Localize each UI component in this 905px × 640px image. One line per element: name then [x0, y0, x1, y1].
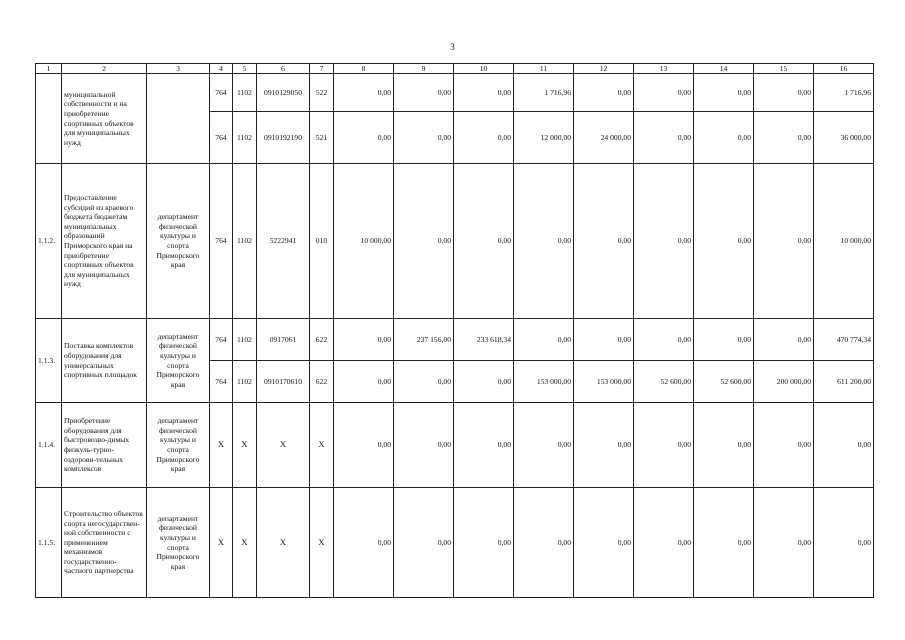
amount-cell-16: 611 200,00 — [814, 361, 874, 403]
amount-cell-10: 0,00 — [454, 112, 514, 164]
amount-cell-15: 0,00 — [754, 164, 814, 319]
code-cell-4: X — [210, 403, 233, 488]
header-cell: 12 — [574, 64, 634, 74]
header-cell: 3 — [147, 64, 210, 74]
amount-cell-15: 0,00 — [754, 319, 814, 361]
amount-cell-16: 36 000,00 — [814, 112, 874, 164]
amount-cell-14: 0,00 — [694, 164, 754, 319]
amount-cell-11: 0,00 — [514, 403, 574, 488]
table-row — [36, 488, 874, 598]
header-cell: 7 — [310, 64, 334, 74]
header-cell: 11 — [514, 64, 574, 74]
amount-cell-10: 233 618,34 — [454, 319, 514, 361]
amount-cell-10: 0,00 — [454, 74, 514, 112]
item-name: Предоставление субсидий из краевого бюджета бюджетам муниципальных образований Приморского края на приобретение спортивных объектов для муниципальных нужд — [62, 164, 147, 319]
code-cell-6: 5222941 — [257, 164, 310, 319]
amount-cell-9: 0,00 — [394, 488, 454, 598]
item-number: 1.1.2. — [36, 164, 62, 319]
amount-cell-14: 0,00 — [694, 74, 754, 112]
header-cell: 14 — [694, 64, 754, 74]
amount-cell-14: 0,00 — [694, 403, 754, 488]
code-cell-5: X — [233, 403, 257, 488]
amount-cell-10: 0,00 — [454, 403, 514, 488]
header-cell: 15 — [754, 64, 814, 74]
code-cell-7: 622 — [310, 319, 334, 361]
code-cell-6: 0910129050 — [257, 74, 310, 112]
code-cell-4: 764 — [210, 112, 233, 164]
table-row — [36, 164, 874, 319]
item-number: 1.1.3. — [36, 319, 62, 403]
amount-cell-10: 0,00 — [454, 488, 514, 598]
amount-cell-15: 0,00 — [754, 403, 814, 488]
amount-cell-16: 0,00 — [814, 488, 874, 598]
amount-cell-13: 0,00 — [634, 164, 694, 319]
amount-cell-11: 12 000,00 — [514, 112, 574, 164]
amount-cell-8: 0,00 — [334, 112, 394, 164]
amount-cell-11: 153 000,00 — [514, 361, 574, 403]
amount-cell-12: 0,00 — [574, 319, 634, 361]
amount-cell-11: 0,00 — [514, 488, 574, 598]
code-cell-6: X — [257, 488, 310, 598]
code-cell-7: X — [310, 488, 334, 598]
table-row — [36, 74, 874, 112]
header-row — [36, 64, 874, 74]
item-number: 1.1.5. — [36, 488, 62, 598]
code-cell-4: X — [210, 488, 233, 598]
code-cell-7: 622 — [310, 361, 334, 403]
amount-cell-16: 1 716,96 — [814, 74, 874, 112]
amount-cell-15: 0,00 — [754, 112, 814, 164]
amount-cell-9: 237 156,00 — [394, 319, 454, 361]
amount-cell-12: 0,00 — [574, 74, 634, 112]
item-department: департамент физической культуры и спорта Приморского края — [147, 319, 210, 403]
item-number: 1.1.4. — [36, 403, 62, 488]
header-cell: 5 — [233, 64, 257, 74]
amount-cell-15: 200 000,00 — [754, 361, 814, 403]
page-number: 3 — [450, 42, 455, 52]
header-cell: 10 — [454, 64, 514, 74]
item-number — [36, 74, 62, 164]
amount-cell-8: 0,00 — [334, 74, 394, 112]
header-cell: 8 — [334, 64, 394, 74]
amount-cell-11: 0,00 — [514, 164, 574, 319]
amount-cell-14: 0,00 — [694, 319, 754, 361]
item-name: Строительство объектов спорта негосударствен-ной собственности с применением механизмов государственно-частного партнерства — [62, 488, 147, 598]
item-department: департамент физической культуры и спорта Приморского края — [147, 488, 210, 598]
amount-cell-13: 0,00 — [634, 319, 694, 361]
amount-cell-9: 0,00 — [394, 74, 454, 112]
item-name: муниципальной собственности и на приобретение спортивных объектов для муниципальных нужд — [62, 74, 147, 164]
amount-cell-8: 0,00 — [334, 361, 394, 403]
amount-cell-9: 0,00 — [394, 403, 454, 488]
table-row — [36, 319, 874, 361]
amount-cell-13: 0,00 — [634, 403, 694, 488]
header-cell: 2 — [62, 64, 147, 74]
amount-cell-9: 0,00 — [394, 112, 454, 164]
amount-cell-13: 0,00 — [634, 74, 694, 112]
code-cell-6: X — [257, 403, 310, 488]
code-cell-5: 1102 — [233, 112, 257, 164]
amount-cell-8: 10 000,00 — [334, 164, 394, 319]
code-cell-5: 1102 — [233, 74, 257, 112]
budget-table — [35, 63, 874, 598]
amount-cell-16: 10 000,00 — [814, 164, 874, 319]
code-cell-5: 1102 — [233, 164, 257, 319]
code-cell-6: 0910170610 — [257, 361, 310, 403]
amount-cell-12: 0,00 — [574, 488, 634, 598]
amount-cell-13: 0,00 — [634, 488, 694, 598]
code-cell-7: X — [310, 403, 334, 488]
amount-cell-16: 0,00 — [814, 403, 874, 488]
code-cell-7: 522 — [310, 74, 334, 112]
amount-cell-14: 52 600,00 — [694, 361, 754, 403]
code-cell-5: X — [233, 488, 257, 598]
amount-cell-12: 0,00 — [574, 164, 634, 319]
code-cell-4: 764 — [210, 319, 233, 361]
header-cell: 6 — [257, 64, 310, 74]
item-department: департамент физической культуры и спорта Приморского края — [147, 403, 210, 488]
amount-cell-9: 0,00 — [394, 164, 454, 319]
amount-cell-12: 24 000,00 — [574, 112, 634, 164]
amount-cell-15: 0,00 — [754, 488, 814, 598]
code-cell-4: 764 — [210, 361, 233, 403]
table-row — [36, 403, 874, 488]
amount-cell-10: 0,00 — [454, 164, 514, 319]
code-cell-6: 0910192190 — [257, 112, 310, 164]
code-cell-5: 1102 — [233, 319, 257, 361]
header-cell: 16 — [814, 64, 874, 74]
code-cell-7: 521 — [310, 112, 334, 164]
item-department: департамент физической культуры и спорта Приморского края — [147, 164, 210, 319]
amount-cell-12: 153 000,00 — [574, 361, 634, 403]
amount-cell-10: 0,00 — [454, 361, 514, 403]
amount-cell-14: 0,00 — [694, 488, 754, 598]
code-cell-4: 764 — [210, 74, 233, 112]
code-cell-4: 764 — [210, 164, 233, 319]
item-department — [147, 74, 210, 164]
amount-cell-8: 0,00 — [334, 488, 394, 598]
amount-cell-16: 470 774,34 — [814, 319, 874, 361]
amount-cell-11: 0,00 — [514, 319, 574, 361]
amount-cell-14: 0,00 — [694, 112, 754, 164]
header-cell: 4 — [210, 64, 233, 74]
header-cell: 1 — [36, 64, 62, 74]
amount-cell-8: 0,00 — [334, 319, 394, 361]
amount-cell-9: 0,00 — [394, 361, 454, 403]
item-name: Приобретение оборудования для быстровозво-димых физкуль-турно-оздорови-тельных комплексов — [62, 403, 147, 488]
amount-cell-11: 1 716,96 — [514, 74, 574, 112]
amount-cell-13: 0,00 — [634, 112, 694, 164]
amount-cell-15: 0,00 — [754, 74, 814, 112]
item-name: Поставка комплектов оборудования для универсальных спортивных площадок — [62, 319, 147, 403]
code-cell-7: 010 — [310, 164, 334, 319]
code-cell-6: 0917061 — [257, 319, 310, 361]
header-cell: 9 — [394, 64, 454, 74]
amount-cell-12: 0,00 — [574, 403, 634, 488]
amount-cell-8: 0,00 — [334, 403, 394, 488]
amount-cell-13: 52 600,00 — [634, 361, 694, 403]
code-cell-5: 1102 — [233, 361, 257, 403]
header-cell: 13 — [634, 64, 694, 74]
